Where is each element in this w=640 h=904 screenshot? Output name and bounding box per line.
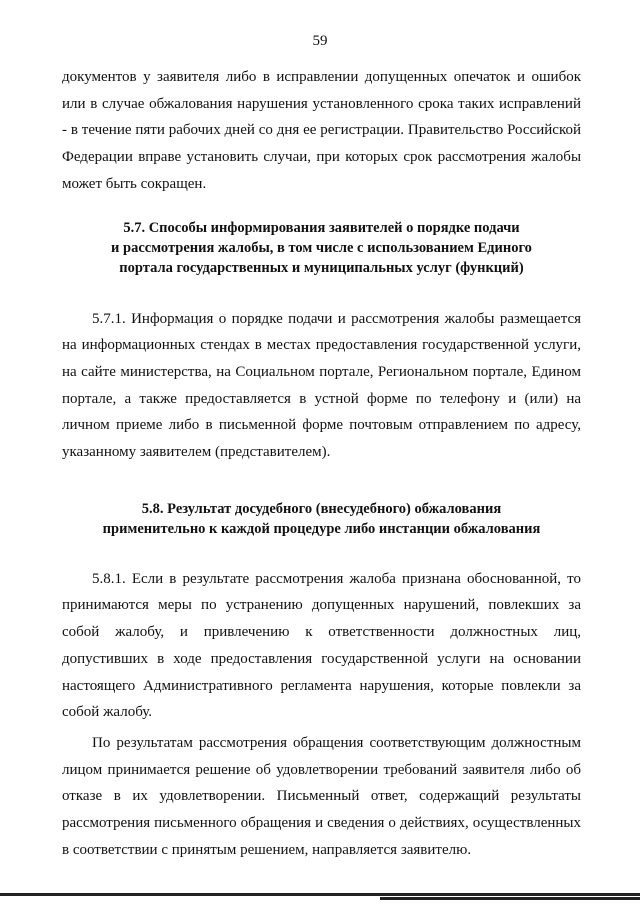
scan-edge-line: [380, 897, 640, 900]
section-5-8-1-paragraph: [62, 566, 581, 726]
text-line: Российской Федерации вправе установить случаи, при которых срок: [62, 122, 582, 166]
document-body: [62, 64, 581, 863]
section-5-8-heading: [62, 499, 581, 539]
text-line: По результатам рассмотрения обращения соответствующим должностным: [92, 734, 581, 751]
heading-line: портала государственных и муниципальных услуг (функций): [119, 259, 524, 276]
section-5-7-heading: [62, 218, 581, 278]
text-line: портале, а также предоставляется в устной форме по телефону и (или) на: [62, 390, 581, 407]
text-line: отказе в их удовлетворении. Письменный ответ, содержащий результаты: [62, 788, 581, 805]
text-line: рассмотрения письменного обращения и сведения о действиях,: [62, 815, 469, 832]
text-line: принимаются меры по устранению допущенных нарушений, повлекших за: [62, 597, 581, 614]
intro-paragraph: [62, 64, 581, 198]
results-paragraph: [62, 730, 581, 864]
text-line: указанному заявителем (представителем).: [62, 444, 331, 461]
text-line: настоящего Административного регламента нарушения, которые повлекли за: [62, 677, 581, 694]
text-line: документов у заявителя либо в исправлении допущенных опечаток и ошибок: [62, 69, 581, 85]
text-line: 5.8.1. Если в результате рассмотрения жалоба признана обоснованной, то: [92, 570, 581, 587]
text-line: допустивших в ходе предоставления государственной услуги на основании: [62, 650, 581, 667]
heading-line: и рассмотрения жалобы, в том числе с использованием Единого: [111, 239, 532, 256]
text-line: рассмотрения жалобы может быть сокращен.: [62, 149, 582, 192]
scan-edge-line: [0, 893, 640, 896]
text-line: на сайте министерства, на Социальном портале, Региональном портале, Едином: [62, 363, 581, 380]
text-line: собой жалобу.: [62, 704, 153, 721]
text-line: или в случае обжалования нарушения установленного срока таких исправлений: [62, 95, 581, 112]
text-line: заявителю.: [400, 841, 472, 858]
text-line: - в течение пяти рабочих дней со дня ее регистрации. Правительство: [62, 122, 504, 139]
text-line: осуществленных в соответствии с принятым решением, направляется: [62, 815, 582, 858]
text-line: на информационных стендах в местах предоставления государственной услуги,: [62, 337, 581, 354]
text-line: лицом принимается решение об удовлетворении требований заявителя либо об: [62, 761, 581, 778]
page-number: 59: [312, 33, 328, 49]
section-5-7-1-paragraph: [62, 306, 581, 466]
heading-line: 5.8. Результат досудебного (внесудебного) обжалования: [141, 500, 502, 517]
heading-line: 5.7. Способы информирования заявителей о порядке подачи: [123, 219, 520, 236]
heading-line: применительно к каждой процедуре либо инстанции обжалования: [102, 520, 541, 537]
text-line: собой жалобу, и привлечению к ответственности должностных лиц,: [62, 624, 581, 641]
text-line: личном приеме либо в письменной форме почтовым отправлением по адресу,: [62, 417, 581, 434]
text-line: 5.7.1. Информация о порядке подачи и рассмотрения жалобы размещается: [92, 310, 581, 327]
